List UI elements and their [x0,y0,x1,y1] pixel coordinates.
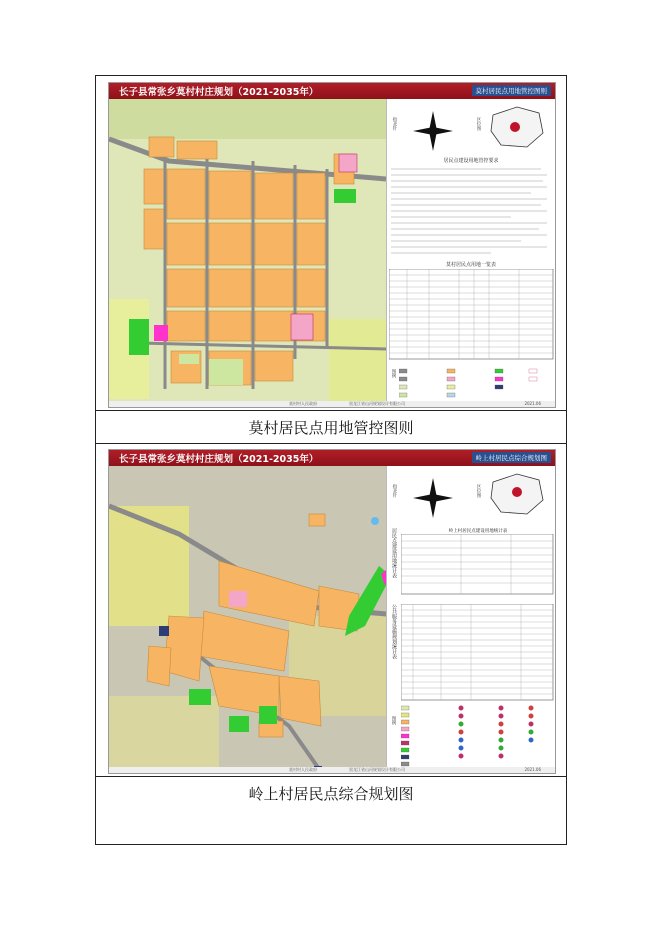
legend-panel [386,99,555,401]
comprehensive-plan-map [109,466,386,769]
footer-company: 黑龙江省山河规划设计有限公司 [349,767,405,772]
legend-panel [386,466,555,767]
divider-3 [95,776,567,777]
legend-swatches [399,367,555,403]
location-label: 区位图 [476,117,481,131]
location-map-icon [487,472,547,518]
north-arrow-icon [411,109,456,154]
location-label: 区位图 [476,484,481,498]
table-title: 莫村居民点用地一览表 [445,262,496,268]
public-facilities-table [401,604,555,702]
notes-text-block [391,165,551,259]
footer-company: 黑龙江省山河规划设计有限公司 [349,401,405,406]
sheet-title: 长子县常张乡莫村村庄规划（2021-2035年） [119,87,319,98]
sheet-header [109,450,555,466]
table2-vertical-label: 公共服务设施规划统计表 [391,604,397,659]
north-label: 指北针 [392,484,397,498]
footer-owner: 莫村村人民政府 [289,767,317,772]
land-use-map [109,99,386,403]
table1-vertical-label: 居民点建设用地统计表 [391,528,397,578]
location-map-icon [487,105,547,151]
sheet-ref: 岭上村居民点综合规划图 [472,452,552,463]
sheet-title: 长子县常张乡莫村村庄规划（2021-2035年） [119,454,319,465]
legend-label: 图例 [391,369,396,378]
map-sheet-moc [108,82,556,408]
footer-owner: 莫村村人民政府 [289,401,317,406]
map-sheet-lingshang [108,449,556,774]
footer-date: 2021.06 [524,767,541,772]
legend-swatches [401,704,555,770]
sheet-footer [109,767,555,773]
land-use-stats-table [401,534,555,596]
footer-date: 2021.06 [524,401,541,406]
table1-title: 岭上村居民点建设用地统计表 [448,529,508,534]
north-label: 指北针 [392,117,397,131]
north-arrow-icon [411,476,456,521]
land-use-table [389,269,555,361]
sheet-header [109,83,555,99]
sheet-ref: 莫村居民点用地管控图则 [472,85,552,96]
divider-1 [95,410,567,411]
caption-panel2: 岭上村居民点综合规划图 [248,785,414,803]
caption-panel1: 莫村居民点用地管控图则 [248,419,414,437]
notes-title: 居民点建设用地管控要求 [443,158,499,164]
legend-label: 图例 [391,716,396,725]
divider-2 [95,443,567,444]
sheet-footer [109,401,555,407]
